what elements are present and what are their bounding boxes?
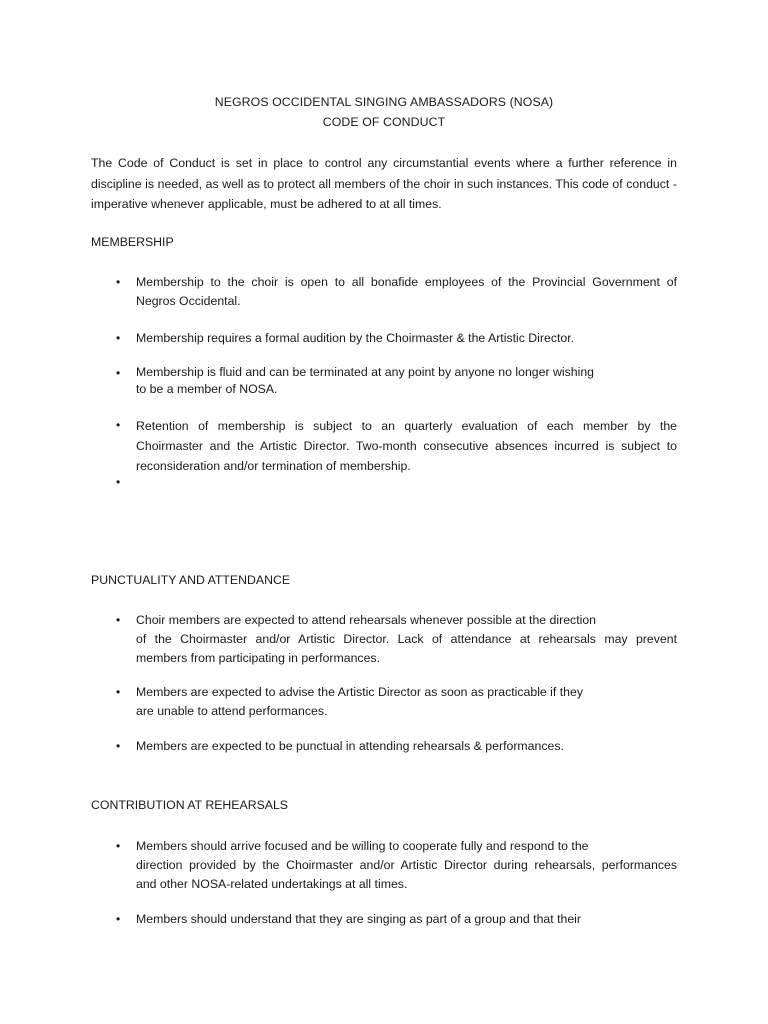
item-line: of the Choirmaster and/or Artistic Director. Lack of attendance at rehearsals may prevent	[136, 632, 677, 646]
bullet-icon: •	[116, 475, 121, 489]
item-line: Members should arrive focused and be willing to cooperate fully and respond to the	[136, 839, 589, 853]
bullet-icon: •	[116, 418, 121, 432]
membership-item-2	[136, 329, 677, 348]
contribution-item-2	[136, 910, 677, 929]
item-line: direction provided by the Choirmaster and/or Artistic Director during rehearsals, performances	[136, 858, 677, 872]
bullet-icon: •	[116, 912, 121, 926]
item-line: Membership is fluid and can be terminated at any point by anyone no longer wishing	[136, 365, 594, 379]
membership-item-1	[136, 273, 677, 311]
contribution-item-1	[136, 837, 677, 894]
punctuality-item-2	[136, 683, 677, 721]
item-line: Choir members are expected to attend rehearsals whenever possible at the direction	[136, 613, 597, 627]
intro-paragraph: The Code of Conduct is set in place to control any circumstantial events where a further reference in discipline is needed, as well as to protect all members of the choir in such instances. This code of conduct - imperative whenever applicable, must be adhered to at all times.	[91, 156, 677, 211]
item-line: Membership to the choir is open to all bonafide employees of the Provincial Government of	[136, 275, 677, 289]
item-line: Choirmaster and the Artistic Director. Two-month consecutive absences incurred is subject to	[136, 439, 677, 453]
item-line: Negros Occidental.	[136, 294, 241, 308]
item-line: and other NOSA-related undertakings at all times.	[136, 877, 408, 891]
punctuality-item-1	[136, 611, 677, 668]
bullet-icon: •	[116, 613, 121, 627]
bullet-icon: •	[116, 739, 121, 753]
bullet-icon: •	[116, 685, 121, 699]
membership-heading: MEMBERSHIP	[91, 235, 174, 249]
item-line: to be a member of NOSA.	[136, 382, 278, 396]
item-line: Members should understand that they are singing as part of a group and that their	[136, 912, 582, 926]
bullet-icon: •	[116, 839, 121, 853]
item-line: Retention of membership is subject to an quarterly evaluation of each member by the	[136, 419, 677, 433]
document-subtitle: CODE OF CONDUCT	[322, 115, 446, 129]
membership-item-4	[136, 416, 677, 476]
contribution-heading: CONTRIBUTION AT REHEARSALS	[91, 798, 289, 812]
item-line: members from participating in performances.	[136, 651, 380, 665]
bullet-icon: •	[116, 331, 121, 345]
membership-item-3	[136, 364, 677, 398]
bullet-icon: •	[116, 366, 121, 380]
bullet-icon: •	[116, 275, 121, 289]
punctuality-item-3	[136, 737, 677, 756]
item-line: Members are expected to advise the Artistic Director as soon as practicable if they	[136, 685, 583, 699]
item-line: Membership requires a formal audition by the Choirmaster & the Artistic Director.	[136, 331, 575, 345]
item-line: are unable to attend performances.	[136, 704, 328, 718]
document-title: NEGROS OCCIDENTAL SINGING AMBASSADORS (NOSA)	[214, 95, 554, 109]
item-line: Members are expected to be punctual in attending rehearsals & performances.	[136, 739, 564, 753]
item-line: reconsideration and/or termination of membership.	[136, 459, 411, 473]
punctuality-heading: PUNCTUALITY AND ATTENDANCE	[91, 573, 291, 587]
